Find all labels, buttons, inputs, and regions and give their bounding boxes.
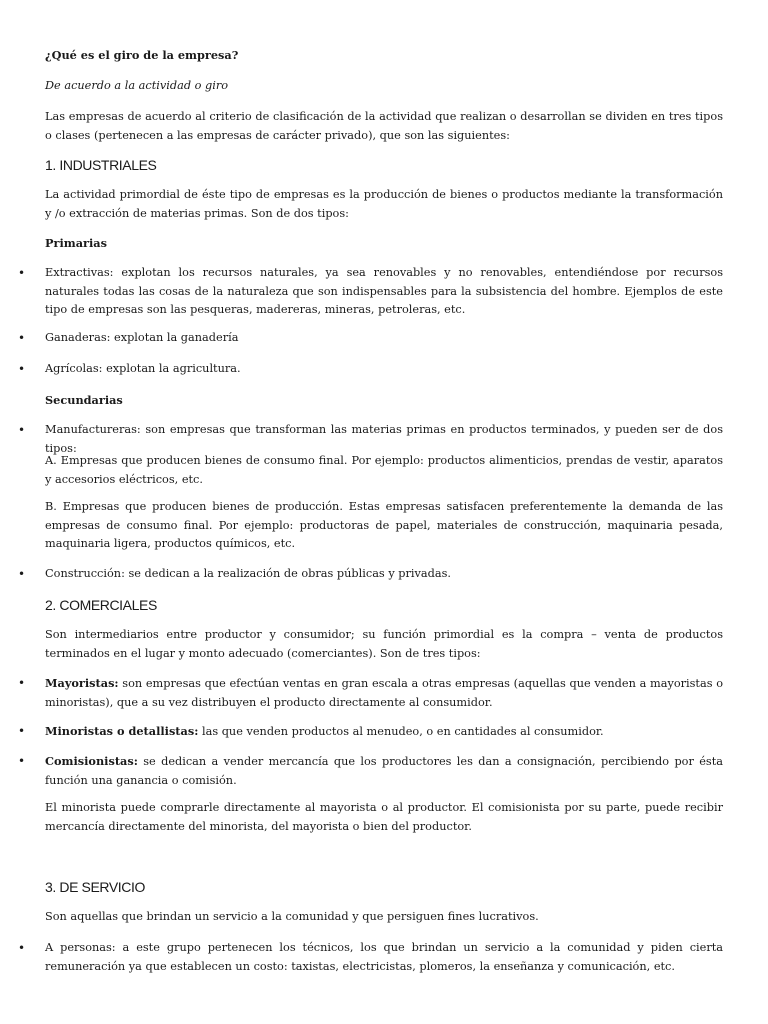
mayoristas-text: son empresas que efectúan ventas en gran escala a otras empresas (aquellas que venden a mayoristas o minoristas), que a su vez distribuyen el producto directamente al consumidor. <box>45 677 723 709</box>
list-item <box>18 360 723 379</box>
intro-paragraph: Las empresas de acuerdo al criterio de clasificación de la actividad que realizan o desarrollan se dividen en tres tipos o clases (pertenecen a las empresas de carácter privado), que son las siguientes: <box>45 110 723 142</box>
bullet-icon: • <box>18 362 26 376</box>
comisionistas-text: se dedican a vender mercancía que los productores les dan a consignación, percibiendo por ésta función una ganancia o comisión. <box>45 755 723 787</box>
list-item-text: Manufactureras: son empresas que transforman las materias primas en productos terminados, y pueden ser de dos tipos: <box>45 423 723 455</box>
bullet-icon: • <box>18 266 26 280</box>
list-item-text <box>45 722 723 742</box>
list-item <box>18 752 723 790</box>
comerciales-note: El minorista puede comprarle directamente al mayorista o al productor. El comisionista por su parte, puede recibir mercancía directamente del minorista, del mayorista o bien del productor. <box>45 801 723 833</box>
bullet-icon: • <box>18 941 26 955</box>
mayoristas-label: Mayoristas: <box>45 676 119 690</box>
industriales-paragraph: La actividad primordial de éste tipo de empresas es la producción de bienes o productos mediante la transformación y /o extracción de materias primas. Son de dos tipos: <box>45 188 723 220</box>
list-item <box>18 939 723 976</box>
list-item <box>18 264 723 320</box>
section-heading-comerciales: 2. COMERCIALES <box>45 597 157 613</box>
list-item-text: Construcción: se dedican a la realización de obras públicas y privadas. <box>45 567 452 580</box>
document-question: ¿Qué es el giro de la empresa? <box>45 48 239 62</box>
section-heading-industriales: 1. INDUSTRIALES <box>45 157 157 173</box>
bullet-icon: • <box>18 567 26 581</box>
comisionistas-label: Comisionistas: <box>45 754 138 768</box>
bullet-icon: • <box>18 423 26 437</box>
list-item <box>18 329 723 348</box>
list-item-text: Extractivas: explotan los recursos naturales, ya sea renovables y no renovables, entendiéndose por recursos naturales todas las cosas de la naturaleza que son indispensables para la subsistencia del hombre. Ejemplos de este tipo de empresas son las pesqueras, madereras, mineras, petroleras, etc. <box>45 266 723 316</box>
comerciales-paragraph: Son intermediarios entre productor y consumidor; su función primordial es la compra – venta de productos terminados en el lugar y monto adecuado (comerciantes). Son de tres tipos: <box>45 628 723 660</box>
list-item-text: A personas: a este grupo pertenecen los técnicos, los que brindan un servicio a la comunidad y piden cierta remuneración ya que establecen un costo: taxistas, electricistas, plomeros, la enseñanza y comunicación, etc. <box>45 941 723 973</box>
secundarias-label: Secundarias <box>45 393 123 407</box>
tipo-a-paragraph: A. Empresas que producen bienes de consumo final. Por ejemplo: productos alimenticios, prendas de vestir, aparatos y accesorios eléctricos, etc. <box>45 454 723 486</box>
list-item-text: Ganaderas: explotan la ganadería <box>45 331 239 344</box>
list-item <box>18 565 723 584</box>
minoristas-label: Minoristas o detallistas: <box>45 724 199 738</box>
primarias-label: Primarias <box>45 236 107 250</box>
bullet-icon: • <box>18 724 26 738</box>
bullet-icon: • <box>18 331 26 345</box>
minoristas-text: las que venden productos al menudeo, o en cantidades al consumidor. <box>198 725 604 738</box>
section-heading-servicio: 3. DE SERVICIO <box>45 879 145 895</box>
list-item <box>18 722 723 742</box>
tipo-b-paragraph: B. Empresas que producen bienes de producción. Estas empresas satisfacen preferentemente la demanda de las empresas de consumo final. Por ejemplo: productoras de papel, materiales de construcción, maquinaria pesada, maquinaria ligera, productos químicos, etc. <box>45 500 723 550</box>
list-item <box>18 674 723 712</box>
servicio-paragraph: Son aquellas que brindan un servicio a la comunidad y que persiguen fines lucrativos. <box>45 910 539 923</box>
bullet-icon: • <box>18 754 26 768</box>
bullet-icon: • <box>18 676 26 690</box>
list-item-text <box>45 674 723 712</box>
document-subtitle: De acuerdo a la actividad o giro <box>45 79 229 92</box>
list-item-text <box>45 752 723 790</box>
list-item-text: Agrícolas: explotan la agricultura. <box>45 362 241 375</box>
